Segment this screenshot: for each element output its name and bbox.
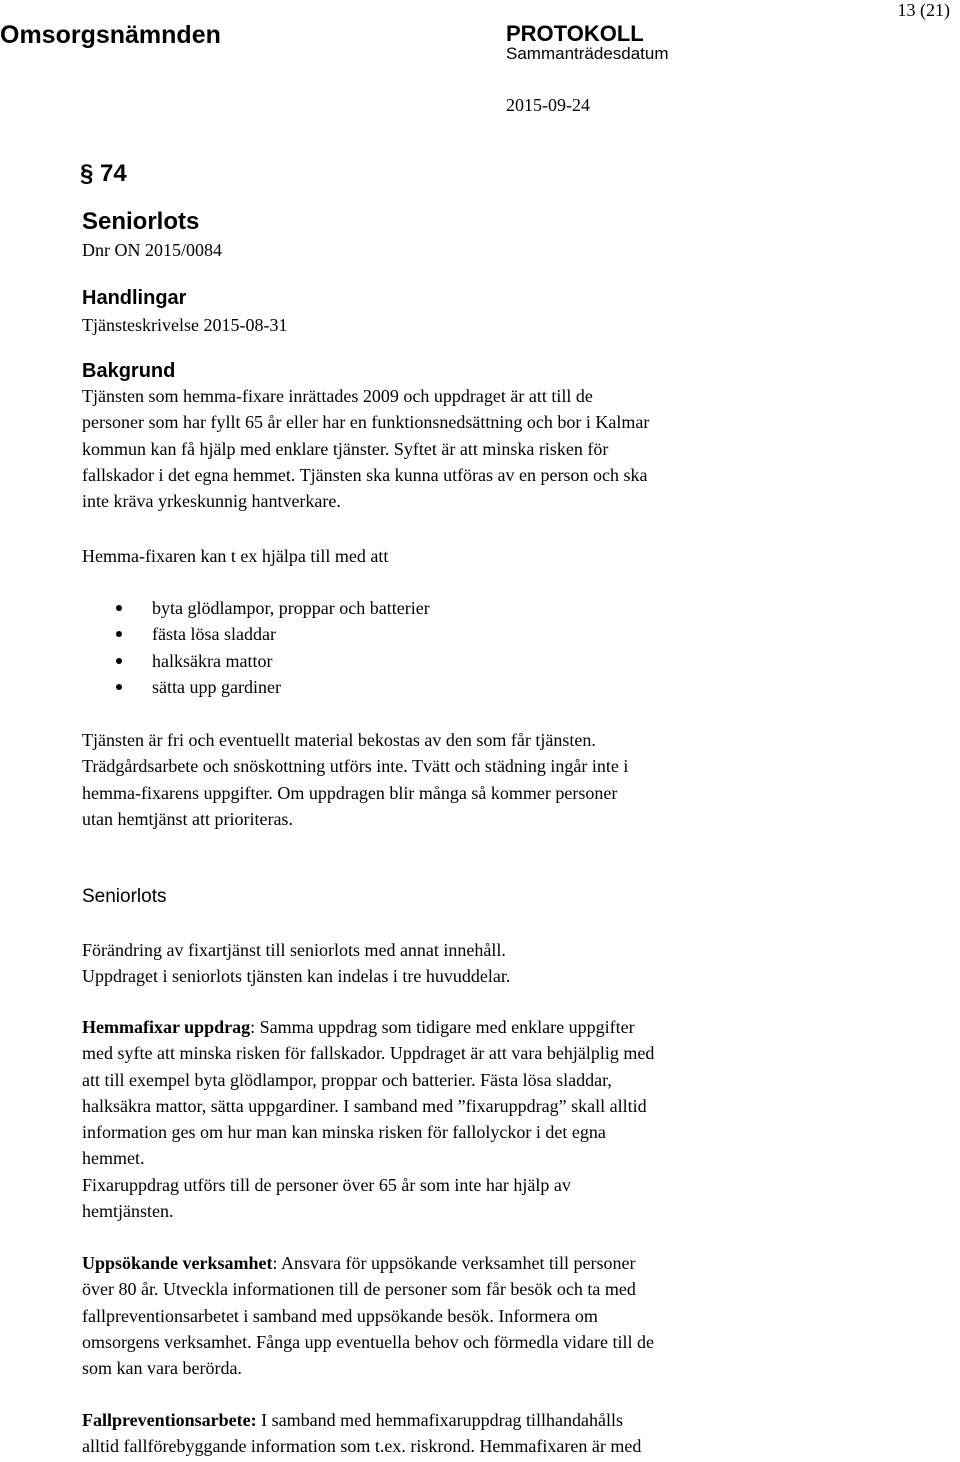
list-item-text: halksäkra mattor xyxy=(152,650,273,671)
bullet-icon xyxy=(116,658,122,664)
meeting-date: 2015-09-24 xyxy=(506,95,590,115)
section-title: Seniorlots xyxy=(82,208,200,235)
text-line: Trädgårdsarbete och snöskottning utförs inte. Tvätt och städning ingår inte i xyxy=(82,756,629,777)
list-item-text: sätta upp gardiner xyxy=(152,676,281,697)
handlingar-item: Tjänsteskrivelse 2015-08-31 xyxy=(82,315,288,335)
text-line: med syfte att minska risken för fallskador. Uppdraget är att vara behjälplig med xyxy=(82,1043,655,1064)
text-line: Hemma-fixaren kan t ex hjälpa till med att xyxy=(82,546,389,566)
bullet-icon xyxy=(116,605,122,611)
bakgrund-paragraph-2 xyxy=(82,727,628,832)
text-run: I samband med hemmafixaruppdrag tillhandahålls xyxy=(256,1410,624,1430)
bakgrund-heading: Bakgrund xyxy=(82,360,176,382)
text-line: hemtjänsten. xyxy=(82,1201,174,1222)
text-line: information ges om hur man kan minska risken för fallolyckor i det egna xyxy=(82,1122,606,1143)
text-line xyxy=(82,1407,641,1433)
fallprevention-paragraph xyxy=(82,1407,641,1460)
text-line: över 80 år. Utveckla informationen till de personer som får besök och ta med xyxy=(82,1279,636,1300)
text-line: fallskador i det egna hemmet. Tjänsten ska kunna utföras av en person och ska xyxy=(82,464,648,485)
section-number: § 74 xyxy=(80,160,127,187)
list-item xyxy=(82,595,430,621)
list-item xyxy=(82,621,430,647)
text-line: Förändring av fixartjänst till seniorlots med annat innehåll. xyxy=(82,940,506,960)
text-line: fallpreventionsarbetet i samband med uppsökande besök. Informera om xyxy=(82,1305,598,1326)
bullet-icon xyxy=(116,631,122,637)
uppsokande-label: Uppsökande verksamhet xyxy=(82,1253,273,1273)
uppsokande-paragraph xyxy=(82,1250,654,1381)
list-item-text: fästa lösa sladdar xyxy=(152,624,276,645)
bakgrund-paragraph-1 xyxy=(82,383,649,514)
text-line: Tjänsten som hemma-fixare inrättades 2009 och uppdraget är att till de xyxy=(82,386,593,406)
text-line xyxy=(82,1250,654,1276)
text-line: personer som har fyllt 65 år eller har en funktionsnedsättning och bor i Kalmar xyxy=(82,412,650,433)
text-line: Fixaruppdrag utförs till de personer över 65 år som inte har hjälp av xyxy=(82,1174,571,1195)
bakgrund-intro xyxy=(82,543,388,569)
text-line: som kan vara berörda. xyxy=(82,1358,242,1379)
document-type: PROTOKOLL xyxy=(506,21,644,46)
list-item xyxy=(82,674,430,700)
text-line: Tjänsten är fri och eventuellt material bekostas av den som får tjänsten. xyxy=(82,730,596,750)
list-item xyxy=(82,648,430,674)
text-line: kommun kan få hjälp med enklare tjänster. Syftet är att minska risken för xyxy=(82,438,609,459)
task-bullet-list xyxy=(82,595,430,700)
bullet-icon xyxy=(116,684,122,690)
handlingar-heading: Handlingar xyxy=(82,287,187,309)
text-line: utan hemtjänst att prioriteras. xyxy=(82,808,293,829)
diary-number: Dnr ON 2015/0084 xyxy=(82,240,222,260)
list-item-text: byta glödlampor, proppar och batterier xyxy=(152,598,430,618)
text-line: Uppdraget i seniorlots tjänsten kan indelas i tre huvuddelar. xyxy=(82,966,511,987)
text-line: hemmet. xyxy=(82,1148,145,1169)
text-line: att till exempel byta glödlampor, proppar och batterier. Fästa lösa sladdar, xyxy=(82,1069,612,1090)
text-run: : Ansvara för uppsökande verksamhet till personer xyxy=(272,1253,636,1273)
seniorlots-heading xyxy=(82,884,167,910)
fallprevention-label: Fallpreventionsarbete: xyxy=(82,1410,257,1430)
page-number: 13 (21) xyxy=(897,0,950,20)
org-name: Omsorgsnämnden xyxy=(0,21,221,49)
text-run: : Samma uppdrag som tidigare med enklare uppgifter xyxy=(250,1017,635,1037)
text-line xyxy=(82,1014,654,1040)
text-line: hemma-fixarens uppgifter. Om uppdragen blir många så kommer personer xyxy=(82,782,618,803)
hemmafixar-label: Hemmafixar uppdrag xyxy=(82,1017,251,1037)
hemmafixar-paragraph xyxy=(82,1014,654,1224)
text-line: alltid fallförebyggande information som t.ex. riskrond. Hemmafixaren är med xyxy=(82,1436,642,1457)
heading-text: Seniorlots xyxy=(82,886,167,907)
seniorlots-intro xyxy=(82,937,510,990)
text-line: omsorgens verksamhet. Fånga upp eventuella behov och förmedla vidare till de xyxy=(82,1331,655,1352)
meeting-date-label: Sammanträdesdatum xyxy=(506,44,669,63)
text-line: halksäkra mattor, sätta uppgardiner. I samband med ”fixaruppdrag” skall alltid xyxy=(82,1095,647,1116)
text-line: inte kräva yrkeskunnig hantverkare. xyxy=(82,491,341,512)
